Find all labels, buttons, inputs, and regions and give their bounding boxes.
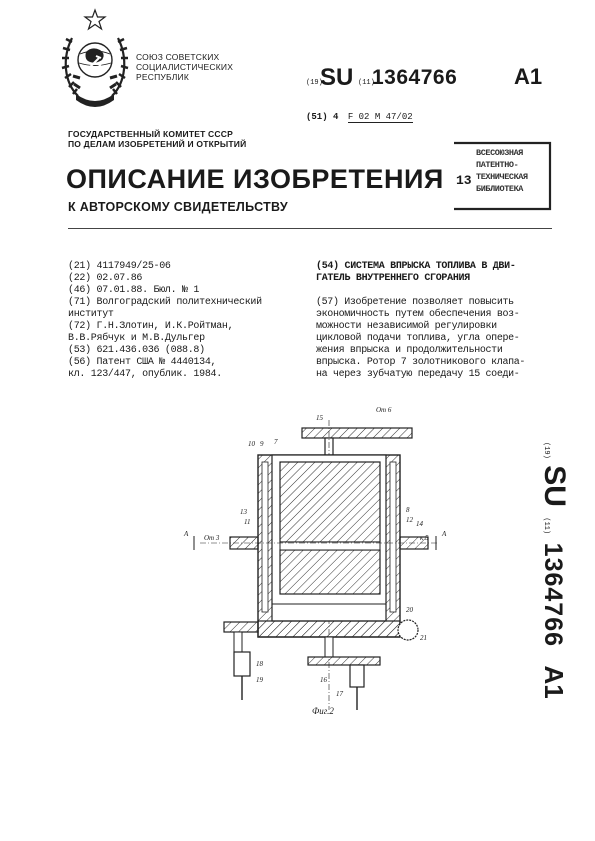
label-19: 19 (256, 676, 263, 684)
biblio-line: (46) 07.01.88. Бюл. № 1 (68, 285, 200, 296)
lever-18 (224, 622, 258, 632)
fuel-injection-drawing (180, 410, 450, 720)
label-20: 20 (406, 606, 413, 614)
emblem-caption-line: РЕСПУБЛИК (136, 72, 190, 82)
label-12: 12 (406, 516, 413, 524)
header-rule (68, 228, 552, 229)
label-k5: к 5 (420, 534, 429, 542)
label-9: 9 (260, 440, 264, 448)
label-13: 13 (240, 508, 247, 516)
biblio-line: (71) Волгоградский политехнический (68, 297, 262, 308)
biblio-line: В.В.Рябчук и М.В.Дульгер (68, 333, 205, 344)
biblio-line: (53) 621.436.036 (088.8) (68, 345, 205, 356)
kind-code: A1 (514, 64, 543, 89)
vertical-publication-number (538, 442, 594, 699)
label-A-right: A (442, 530, 447, 538)
ussr-emblem (58, 8, 132, 116)
label-7: 7 (274, 438, 278, 446)
biblio-line: (56) Патент США № 4440134, (68, 357, 217, 368)
label-8: 8 (406, 506, 410, 514)
ipc-label: (51) 4 (306, 112, 339, 122)
label-A-left: A (184, 530, 189, 538)
gear-20 (398, 620, 418, 640)
vertical-country: SU (538, 465, 571, 507)
invention-title (316, 261, 556, 285)
invention-title-line: (54) СИСТЕМА ВПРЫСКА ТОПЛИВА В ДВИ- (316, 261, 516, 272)
stamp-line: ТЕХНИЧЕСКАЯ (476, 172, 528, 182)
stamp-text (476, 147, 528, 195)
abstract-line: экономичность путем обеспечения воз- (316, 309, 520, 320)
invention-title-line: ГАТЕЛЬ ВНУТРЕННЕГО СГОРАНИЯ (316, 273, 470, 284)
label-17: 17 (336, 690, 343, 698)
bibliographic-data (68, 261, 298, 381)
figure-2 (180, 406, 450, 720)
gear-15-bottom (308, 657, 380, 665)
label-16: 16 (320, 676, 327, 684)
stamp-number: 13 (456, 173, 472, 188)
emblem-caption (136, 52, 236, 82)
label-14: 14 (416, 520, 423, 528)
vertical-code-11: (11) (542, 517, 550, 535)
label-11: 11 (244, 518, 251, 526)
vertical-number: 1364766 (539, 542, 567, 647)
country-code: SU (320, 64, 354, 91)
stamp-line: ВСЕСОЮЗНАЯ (476, 148, 524, 158)
abstract-line: жения впрыска и продолжительности (316, 345, 503, 356)
abstract-line: можности независимой регулировки (316, 321, 497, 332)
label-18: 18 (256, 660, 263, 668)
document-title: ОПИСАНИЕ ИЗОБРЕТЕНИЯ (66, 164, 444, 194)
code-19: (19) (306, 79, 323, 87)
ipc-value: F 02 M 47/02 (347, 112, 413, 122)
actuator-17 (350, 665, 364, 687)
vertical-kind: A1 (539, 665, 569, 699)
label-ot6: От 6 (376, 406, 392, 414)
code-11: (11) (358, 79, 375, 87)
label-15-top: 15 (316, 414, 323, 422)
emblem-caption-line: СОЦИАЛИСТИЧЕСКИХ (136, 62, 234, 72)
abstract (316, 297, 556, 381)
biblio-line: (22) 02.07.86 (68, 273, 143, 284)
label-10: 10 (248, 440, 255, 448)
committee-name (68, 129, 246, 149)
gear-15-top (302, 428, 412, 438)
rotor-7-upper (280, 462, 380, 542)
committee-line: ГОСУДАРСТВЕННЫЙ КОМИТЕТ СССР (68, 129, 233, 139)
label-ot3: От 3 (204, 534, 220, 542)
vertical-code-19: (19) (542, 442, 550, 459)
stamp-line: ПАТЕНТНО- (476, 160, 519, 170)
abstract-line: цикловой подачи топлива, угла опере- (316, 333, 520, 344)
abstract-line: (57) Изобретение позволяет повысить (316, 297, 514, 308)
publication-number-block (306, 62, 566, 96)
emblem-caption-line: СОЮЗ СОВЕТСКИХ (136, 52, 220, 62)
biblio-line: (21) 4117949/25-06 (68, 261, 171, 272)
abstract-line: на через зубчатую передачу 15 соеди- (316, 369, 520, 380)
patent-number: 1364766 (372, 66, 458, 89)
stamp-line: БИБЛИОТЕКА (476, 184, 524, 194)
ussr-emblem-icon (58, 8, 132, 116)
rotor-7-lower (280, 550, 380, 594)
biblio-line: (72) Г.Н.Злотин, И.К.Ройтман, (68, 321, 234, 332)
abstract-line: впрыска. Ротор 7 золотникового клапа- (316, 357, 526, 368)
label-21: 21 (420, 634, 427, 642)
figure-caption: Фиг.2 (312, 706, 334, 716)
actuator-19 (234, 652, 250, 676)
library-stamp (452, 141, 552, 211)
biblio-line: институт (68, 309, 114, 320)
ipc-class (306, 112, 413, 122)
document-subtitle: К АВТОРСКОМУ СВИДЕТЕЛЬСТВУ (68, 200, 288, 214)
biblio-line: кл. 123/447, опублик. 1984. (68, 369, 222, 380)
committee-line: ПО ДЕЛАМ ИЗОБРЕТЕНИЙ И ОТКРЫТИЙ (68, 139, 247, 149)
bottom-plate (258, 621, 400, 637)
